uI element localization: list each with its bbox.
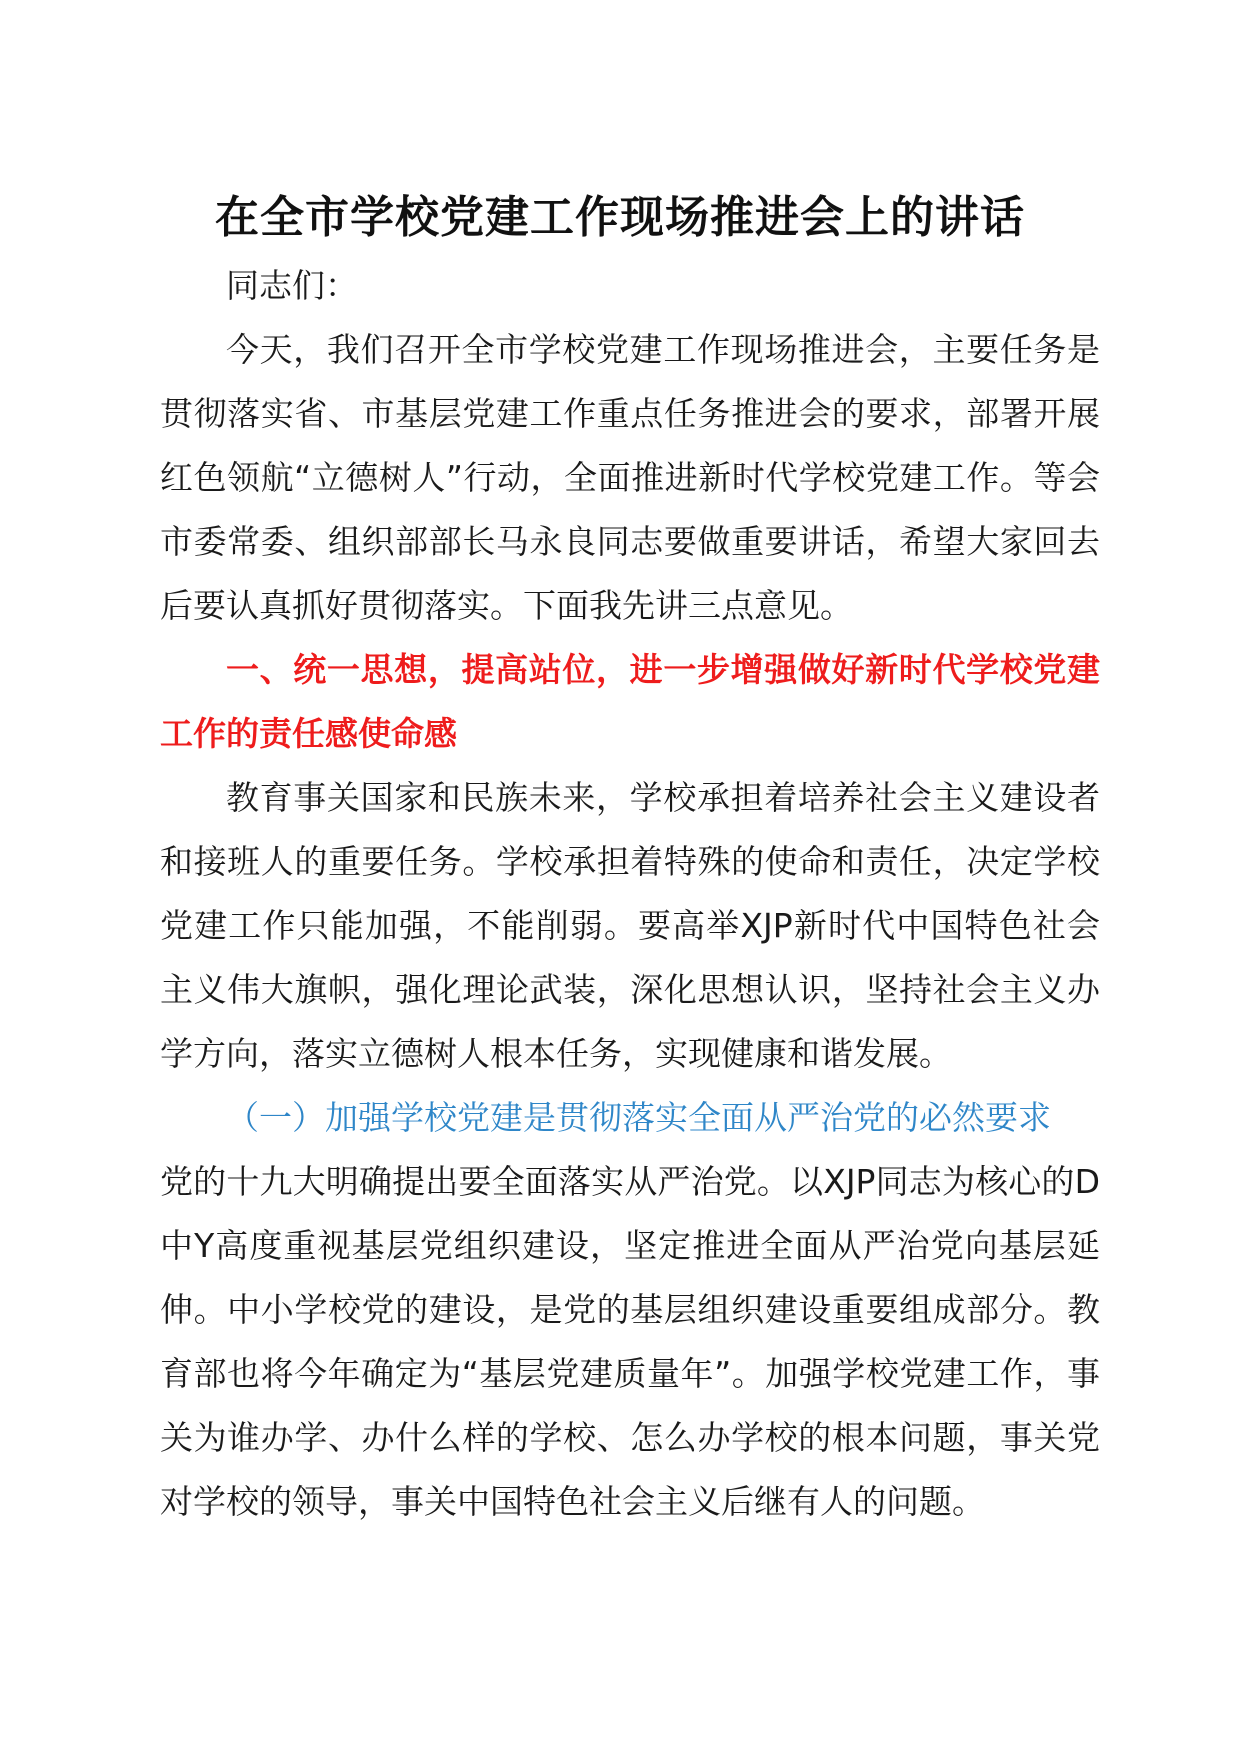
section-1-paragraph: 教育事关国家和民族未来，学校承担着培养社会主义建设者和接班人的重要任务。学校承担着特殊的使命和责任，决定学校党建工作只能加强，不能削弱。要高举XJP新时代中国特色社会主义伟大旗帜，强化理论武装，深化思想认识，坚持社会主义办学方向，落实立德树人根本任务，实现健康和谐发展。	[160, 778, 1100, 1073]
intro-paragraph: 今天，我们召开全市学校党建工作现场推进会，主要任务是贯彻落实省、市基层党建工作重点任务推进会的要求，部署开展红色领航“立德树人”行动，全面推进新时代学校党建工作。等会市委常委、组织部部长马永良同志要做重要讲话，希望大家回去后要认真抓好贯彻落实。下面我先讲三点意见。	[160, 330, 1100, 625]
page-title: 在全市学校党建工作现场推进会上的讲话	[215, 192, 1025, 243]
subsection-1-paragraph: 党的十九大明确提出要全面落实从严治党。以XJP同志为核心的D中Y高度重视基层党组织建设，坚定推进全面从严治党向基层延伸。中小学校党的建设，是党的基层组织建设重要组成部分。教育部也将今年确定为“基层党建质量年”。加强学校党建工作，事关为谁办学、办什么样的学校、怎么办学校的根本问题，事关党对学校的领导，事关中国特色社会主义后继有人的问题。	[160, 1162, 1100, 1521]
subsection-heading-1: （一）加强学校党建是贯彻落实全面从严治党的必然要求	[226, 1098, 1051, 1137]
section-heading-1: 一、统一思想，提高站位，进一步增强做好新时代学校党建工作的责任感使命感	[160, 650, 1100, 753]
document-body	[160, 254, 1100, 1534]
salutation: 同志们：	[226, 266, 358, 305]
